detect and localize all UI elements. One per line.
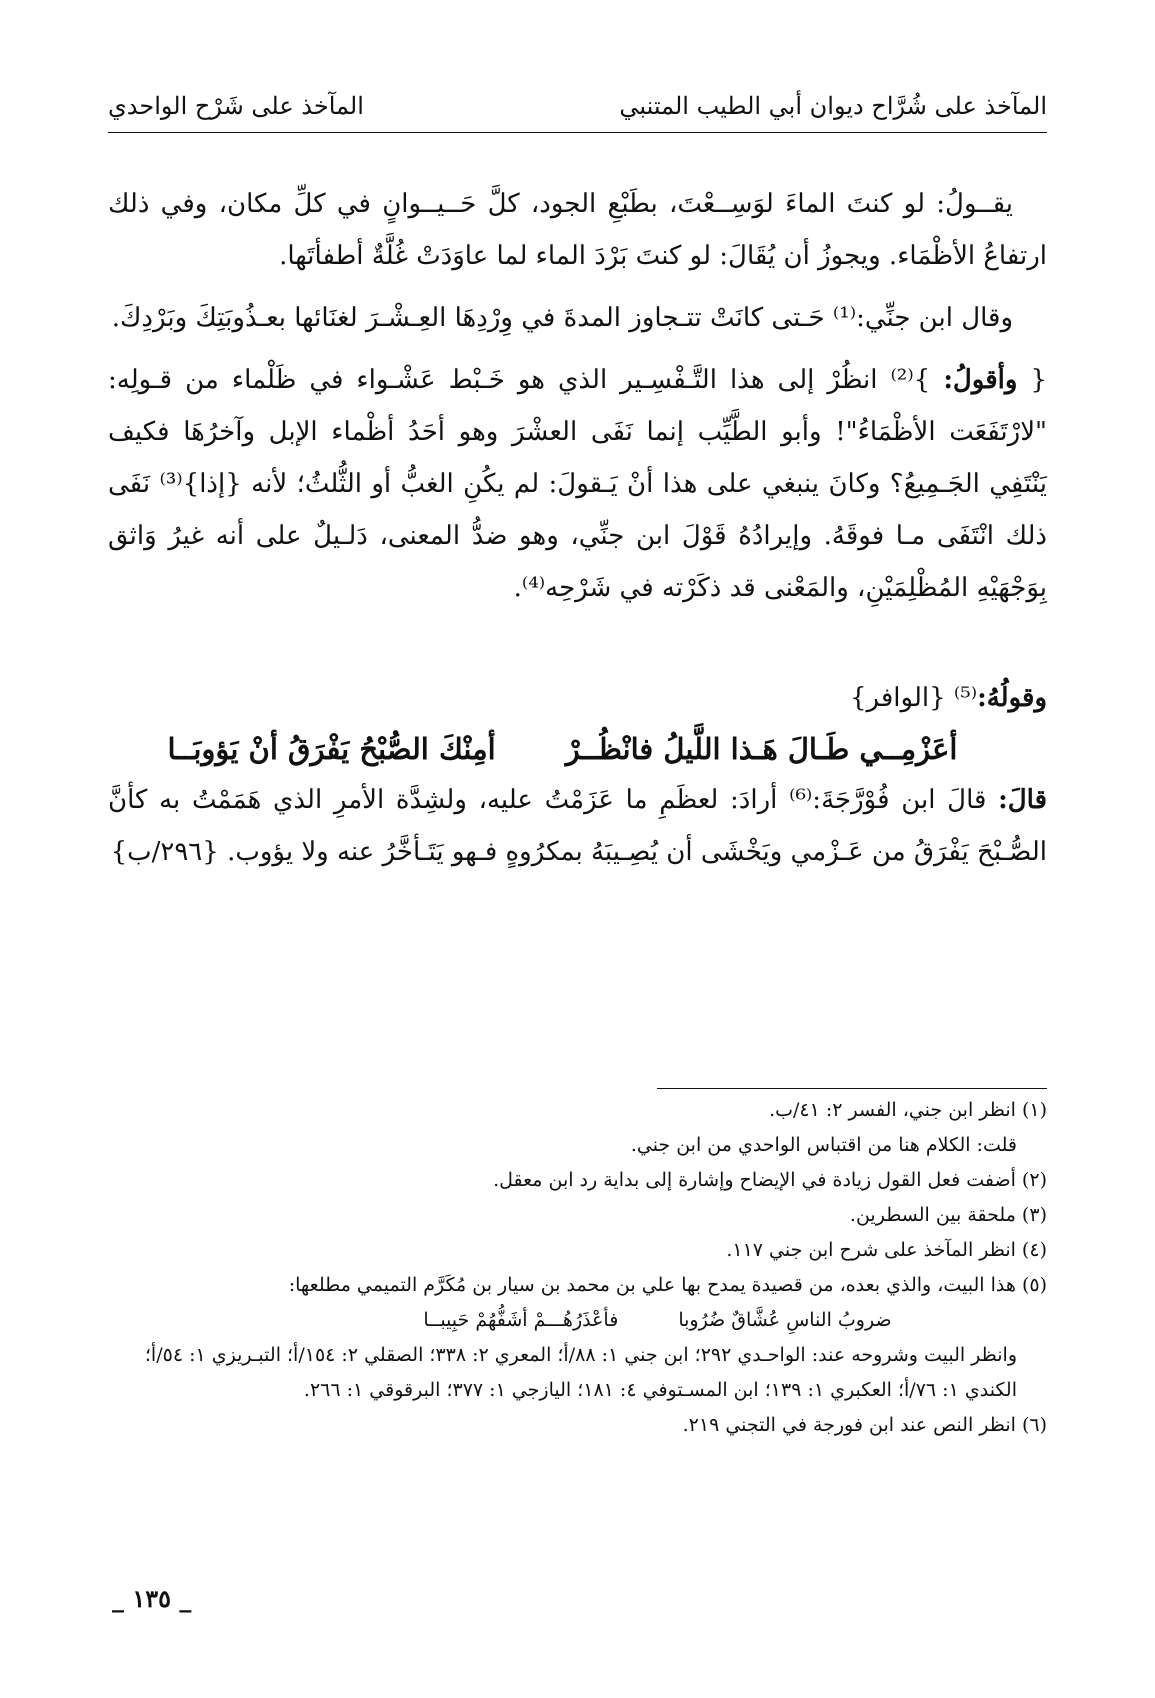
header-divider (108, 132, 1047, 133)
running-header (108, 86, 1047, 126)
verse-intro (108, 672, 1047, 724)
verse-hemistich-1: أعَزْمِــي طَـالَ هَـذا اللَّيلُ فانْظُــرْ (565, 732, 958, 766)
paragraph-4 (108, 774, 1047, 878)
paragraph-4-text: قالَ ابن فُوْرَّجَةَ:⁽⁶⁾ أرادَ: لعظَمِ ما عَزَمْتُ عليه، ولشِدَّة الأمرِ الذي هَمَمْتُ به كأنَّ الصُّـبْحَ يَفْرَقُ من عَـزْمي ويَخْشَى أن يُصِـيبَهُ بمكرُوهٍ فـهو يَتَـأخَّرُ عنه ولا يؤوب. {٢٩٦/ب} (108, 785, 1047, 867)
footnote-4: (٤) انظر المآخذ على شرح ابن جني ١١٧. (726, 1239, 1047, 1261)
verse-hemistich-2: أمِنْكَ الصُّبْحُ يَفْرَقُ أنْ يَؤوبَــا (167, 732, 496, 766)
footnote-5-references: وانظر البيت وشروحه عند: الواحـدي ٢٩٢؛ ابن جني ١: ٨٨/أ؛ المعري ٢: ٣٣٨؛ الصقلي ٢: ١٥٤/أ؛ التبـريزي ١: ٥٤/أ؛ الكندي ١: ٧٦/أ؛ العكبري ١: ١٣٩؛ ابن المسـتوفي ٤: ١٨١؛ اليازجي ١: ٣٧٧؛ البرقوقي ١: ٢٦٦. (144, 1344, 1017, 1401)
footnote-1: (١) انظر ابن جني، الفسر ٢: ٤١/ب. (769, 1099, 1047, 1121)
header-section-title: المآخذ على شَرْح الواحدي (108, 92, 364, 120)
page-number: _ ١٣٥ _ (112, 1584, 192, 1613)
footnote-divider (657, 1088, 1047, 1089)
footnote-5-hemistich-2: فأعْذَرُهُـــمْ أشَفُّهُمْ حَبِيبــا (423, 1309, 619, 1331)
paragraph-3-lead: وأقولُ: (943, 365, 1018, 395)
footnote-5-verse (108, 1303, 1047, 1338)
verse-intro-label: وقولُهُ: (977, 683, 1047, 713)
paragraph-3-text: }⁽²⁾ انظُرْ إلى هذا التَّـفْسِـير الذي هو خَـبْط عَشْـواء في ظَلْماء من قـولِه: "لارْتَفَعَت الأظْمَاءُ"! وأبو الطَّيِّب إنما نَفَى العشْرَ وهو أحَدُ أظْماء الإبل وآخرُهَا فكيف يَنْتَفِي الجَـمِيعُ؟ وكانَ ينبغي على هذا أنْ يَـقولَ: لم يكُنِ الغبُّ أو الثُّلثُ؛ لأنه {إذا}⁽³⁾ نَفَى ذلك انْتَفَى مـا فوقَهُ. وإيرادُهُ قَوْلَ ابن جنِّي، وهو ضدُّ المعنى، دَلـيلٌ على أنه غيرُ وَاثق بِوَجْهَيْهِ المُظْلِمَيْنِ، والمَعْنى قد ذكَرْته في شَرْحِه⁽⁴⁾. (108, 365, 1047, 603)
footnote-2: (٢) أضفت فعل القول زيادة في الإيضاح وإشارة إلى بداية رد ابن معقل. (493, 1169, 1047, 1191)
section-gap (108, 614, 1047, 672)
footnote-5-hemistich-1: ضروبُ الناسِ عُشَّاقٌ ضُرُوبا (678, 1309, 892, 1331)
footnote-1-note: قلت: الكلام هنا من اقتباس الواحدي من ابن جني. (630, 1134, 1017, 1156)
footnote-6: (٦) انظر النص عند ابن فورجة في التجني ٢١٩. (682, 1414, 1047, 1436)
footnote-5: (٥) هذا البيت، والذي بعده، من قصيدة يمدح بها علي بن محمد بن سيار بن مُكَرَّم التميمي مطلعها: (288, 1274, 1047, 1296)
poem-verse (108, 724, 1047, 774)
paragraph-1: يقــولُ: لو كنتَ الماءَ لوَسِــعْتَ، بطَبْعِ الجود، كلَّ حَــيــوانٍ في كلِّ مكان، وفي ذلك ارتفاعُ الأظْمَاء. ويجوزُ أن يُقَالَ: لو كنتَ بَرْدَ الماء لما عاوَدَتْ غُلَّةٌ أطفأتَها. (108, 189, 1047, 271)
footnotes (108, 1093, 1047, 1443)
brace-open: { (1017, 365, 1048, 395)
header-book-title: المآخذ على شُرَّاح ديوان أبي الطيب المتنبي (619, 92, 1047, 120)
footnote-3: (٣) ملحقة بين السطرين. (849, 1204, 1047, 1226)
paragraph-2: وقال ابن جنِّي:⁽¹⁾ حَـتى كانَتْ تتـجاوز المدةَ في وِرْدِهَا العِـشْـرَ لغنَائها بعـذُوبَتِكَ وبَرْدِكَ. (111, 303, 1013, 333)
main-text (108, 178, 1047, 878)
verse-meter: ⁽⁵⁾ {الوافر} (849, 683, 978, 713)
paragraph-3 (108, 354, 1047, 614)
paragraph-4-label: قالَ: (998, 785, 1047, 815)
